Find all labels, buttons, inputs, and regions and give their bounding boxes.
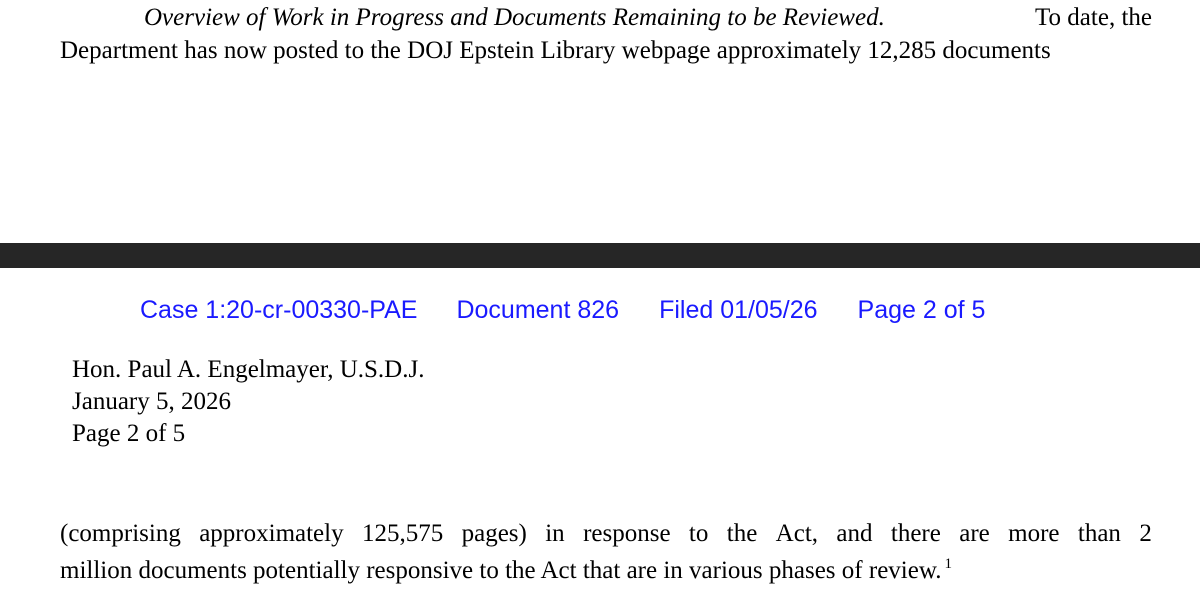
section-heading-line [60,1,1152,34]
case-number: Case 1:20-cr-00330-PAE [140,295,418,324]
previous-page-fragment [0,0,1200,243]
paragraph-word: Act, [775,520,819,547]
paragraph-word: (comprising [60,520,181,547]
court-filing-header [140,293,985,327]
paragraph-word: and [836,520,873,547]
paragraph-text: million documents potentially responsive to the Act that are in various phases of review. [60,557,942,584]
paragraph-word: are [959,520,990,547]
paragraph-word: in [545,520,565,547]
paragraph-word: pages) [461,520,527,547]
body-paragraph [60,518,1152,586]
paragraph-line [60,518,1152,549]
page-separator [0,243,1200,268]
letter-date: January 5, 2026 [72,388,231,415]
paragraph-word: the [726,520,758,547]
addressee: Hon. Paul A. Engelmayer, U.S.D.J. [72,356,425,383]
letter-page-number: Page 2 of 5 [72,420,186,447]
letter-address-block [72,354,424,450]
paragraph-line [60,549,1152,586]
paragraph-word: to [688,520,709,547]
paragraph-word: than [1077,520,1121,547]
footnote-marker[interactable]: 1 [944,556,953,572]
paragraph-word: 2 [1139,520,1152,547]
paragraph-word: there [890,520,941,547]
header-page-count: Page 2 of 5 [857,295,986,324]
filed-date: Filed 01/05/26 [659,295,818,324]
paragraph-word: approximately [199,520,344,547]
paragraph-word: 125,575 [361,520,444,547]
paragraph-word: more [1008,520,1060,547]
section-heading: Overview of Work in Progress and Documents Remaining to be Reviewed. [144,4,885,31]
heading-line-continuation: To date, the [1035,4,1152,31]
paragraph-word: response [583,520,671,547]
document-number: Document 826 [456,295,620,324]
paragraph-line: Department has now posted to the DOJ Epstein Library webpage approximately 12,285 documents [60,37,1051,64]
